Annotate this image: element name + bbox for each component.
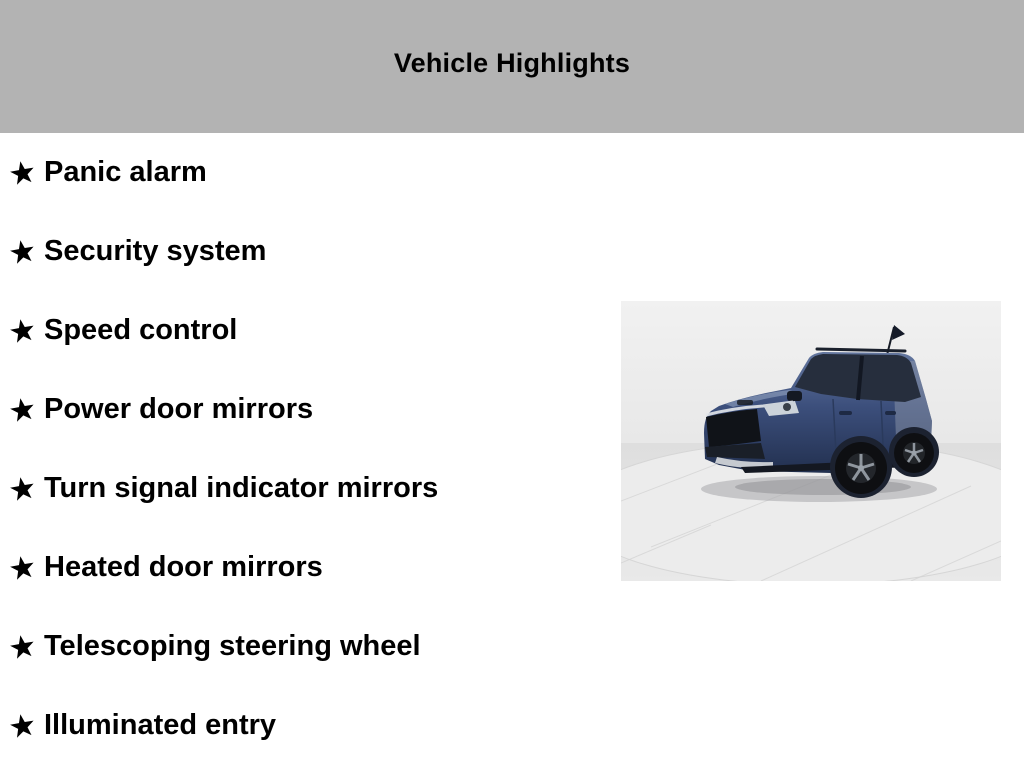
page-title: Vehicle Highlights: [393, 48, 631, 78]
list-item: [0, 686, 620, 765]
feature-label: Illuminated entry: [44, 709, 277, 741]
list-item: [0, 291, 620, 370]
roof-rails: [817, 349, 905, 351]
star-icon: [10, 556, 34, 580]
kia-badge: [737, 400, 753, 405]
feature-label: Telescoping steering wheel: [44, 630, 421, 662]
header-bar: [0, 0, 1024, 133]
car-illustration: [621, 301, 1001, 581]
front-wheel: [835, 442, 887, 494]
star-icon: [10, 477, 34, 501]
star-icon: [10, 714, 34, 738]
star-icon: [10, 635, 34, 659]
star-icon: [10, 398, 34, 422]
list-item: [0, 370, 620, 449]
door-handle-front: [839, 411, 852, 415]
feature-label: Panic alarm: [44, 156, 207, 188]
door-handle-rear: [885, 411, 896, 415]
rear-wheel: [894, 433, 934, 473]
list-item: [0, 607, 620, 686]
feature-label: Turn signal indicator mirrors: [44, 472, 439, 504]
vehicle-photo: [621, 301, 1001, 581]
star-icon: [10, 161, 34, 185]
list-item: [0, 212, 620, 291]
list-item: [0, 133, 620, 212]
feature-label: Speed control: [44, 314, 238, 346]
list-item: [0, 528, 620, 607]
feature-label: Security system: [44, 235, 267, 267]
side-mirror: [787, 391, 802, 401]
headlight-lens: [783, 403, 791, 411]
star-icon: [10, 240, 34, 264]
feature-label: Heated door mirrors: [44, 551, 323, 583]
feature-label: Power door mirrors: [44, 393, 314, 425]
feature-list: [0, 133, 620, 765]
list-item: [0, 449, 620, 528]
star-icon: [10, 319, 34, 343]
